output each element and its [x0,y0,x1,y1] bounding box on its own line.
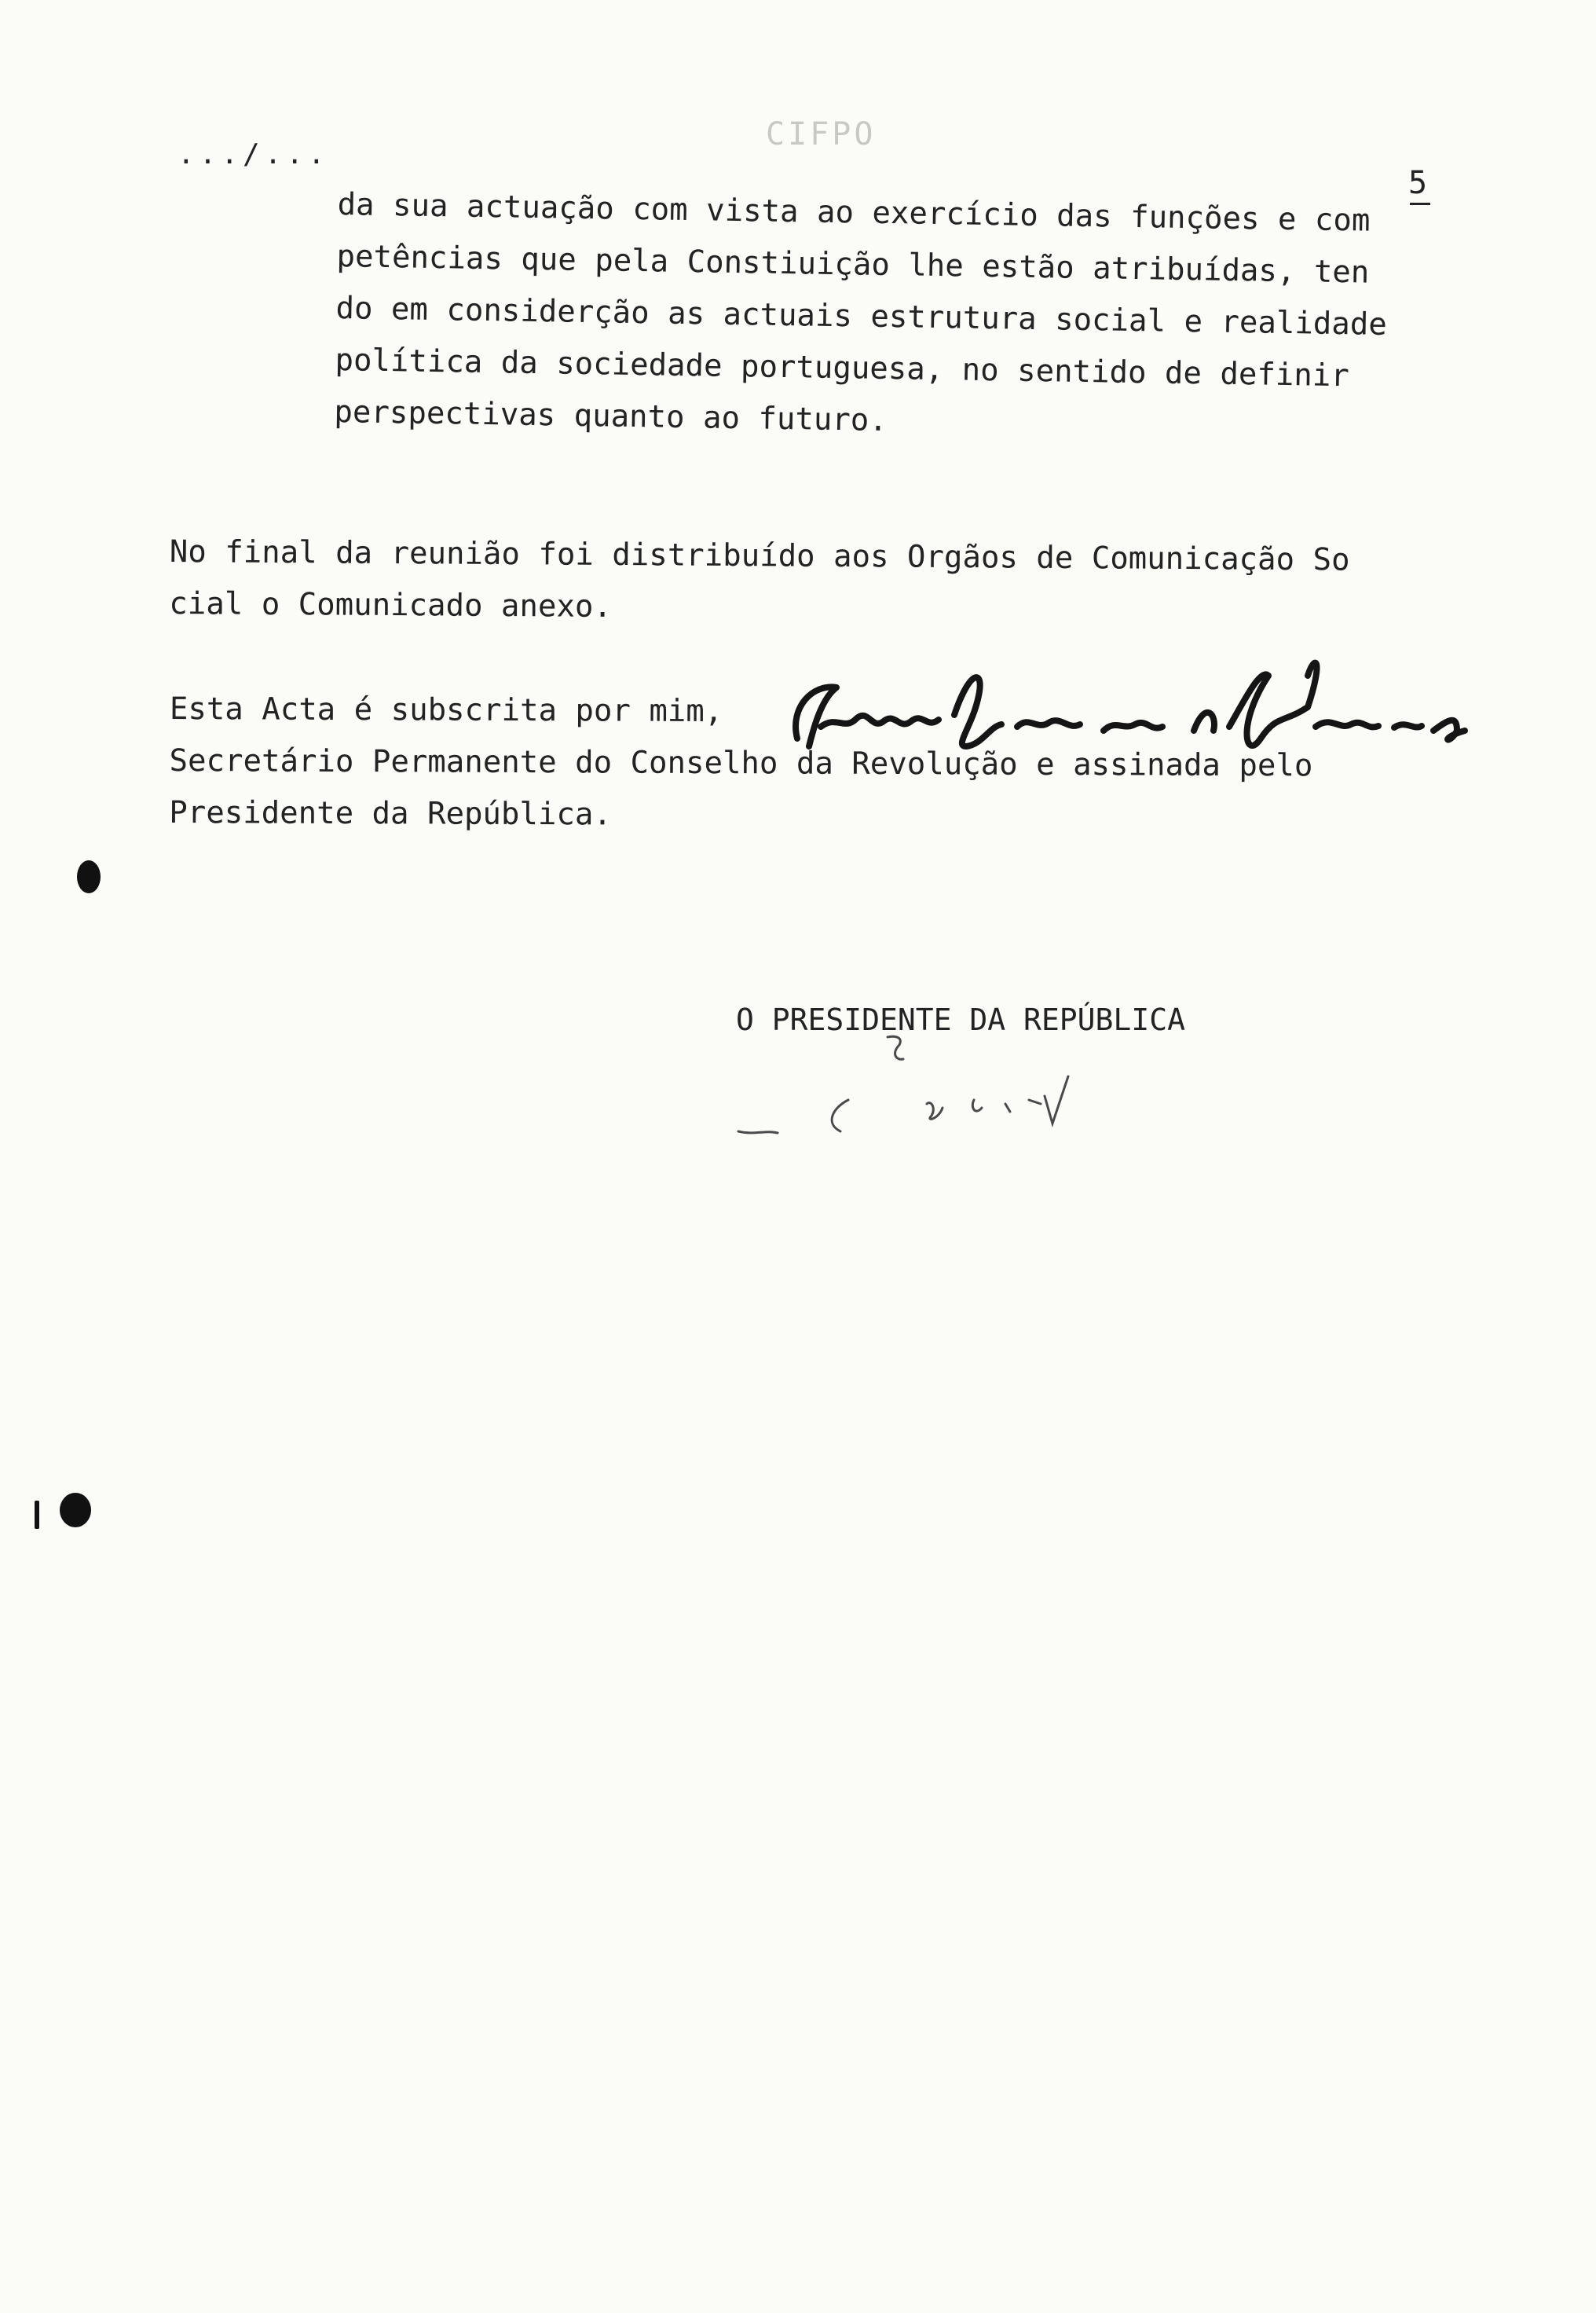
continuation-line: do em considerção as actuais estrutura social e realidade [335,290,1388,343]
paragraph-line: Secretário Permanente do Conselho da Revolução e assinada pelo [169,742,1313,784]
secretary-signature [766,652,1473,770]
continuation-paragraph [334,187,1453,439]
paragraph-line: No final da reunião foi distribuído aos Orgãos de Comunicação So [169,534,1350,578]
paragraph-line: Presidente da República. [169,794,612,833]
continuation-line: da sua actuação com vista ao exercício das funções e com [337,187,1371,239]
paragraph-line: cial o Comunicado anexo. [169,585,613,625]
paragraph-final-da-reuniao [169,534,1458,625]
president-title: O PRESIDENTE DA REPÚBLICA [736,1003,1185,1037]
punch-hole-upper [77,860,101,893]
paragraph-line: Esta Acta é subscrita por mim, [169,691,723,730]
punch-hole-lower [60,1493,91,1527]
page-number-underline [1410,203,1430,205]
page-number: 5 [1408,165,1428,201]
continuation-line: política da sociedade portuguesa, no sentido de definir [335,342,1350,394]
continuation-line: petências que pela Constiuição lhe estão atribuídas, ten [336,238,1370,291]
faded-stamp: CIFPO [766,116,877,152]
punch-hole-tick [35,1501,39,1529]
president-signature [730,1029,1202,1147]
continuation-marker: .../... [178,138,330,170]
continuation-line: perspectivas quanto ao futuro. [334,394,888,439]
